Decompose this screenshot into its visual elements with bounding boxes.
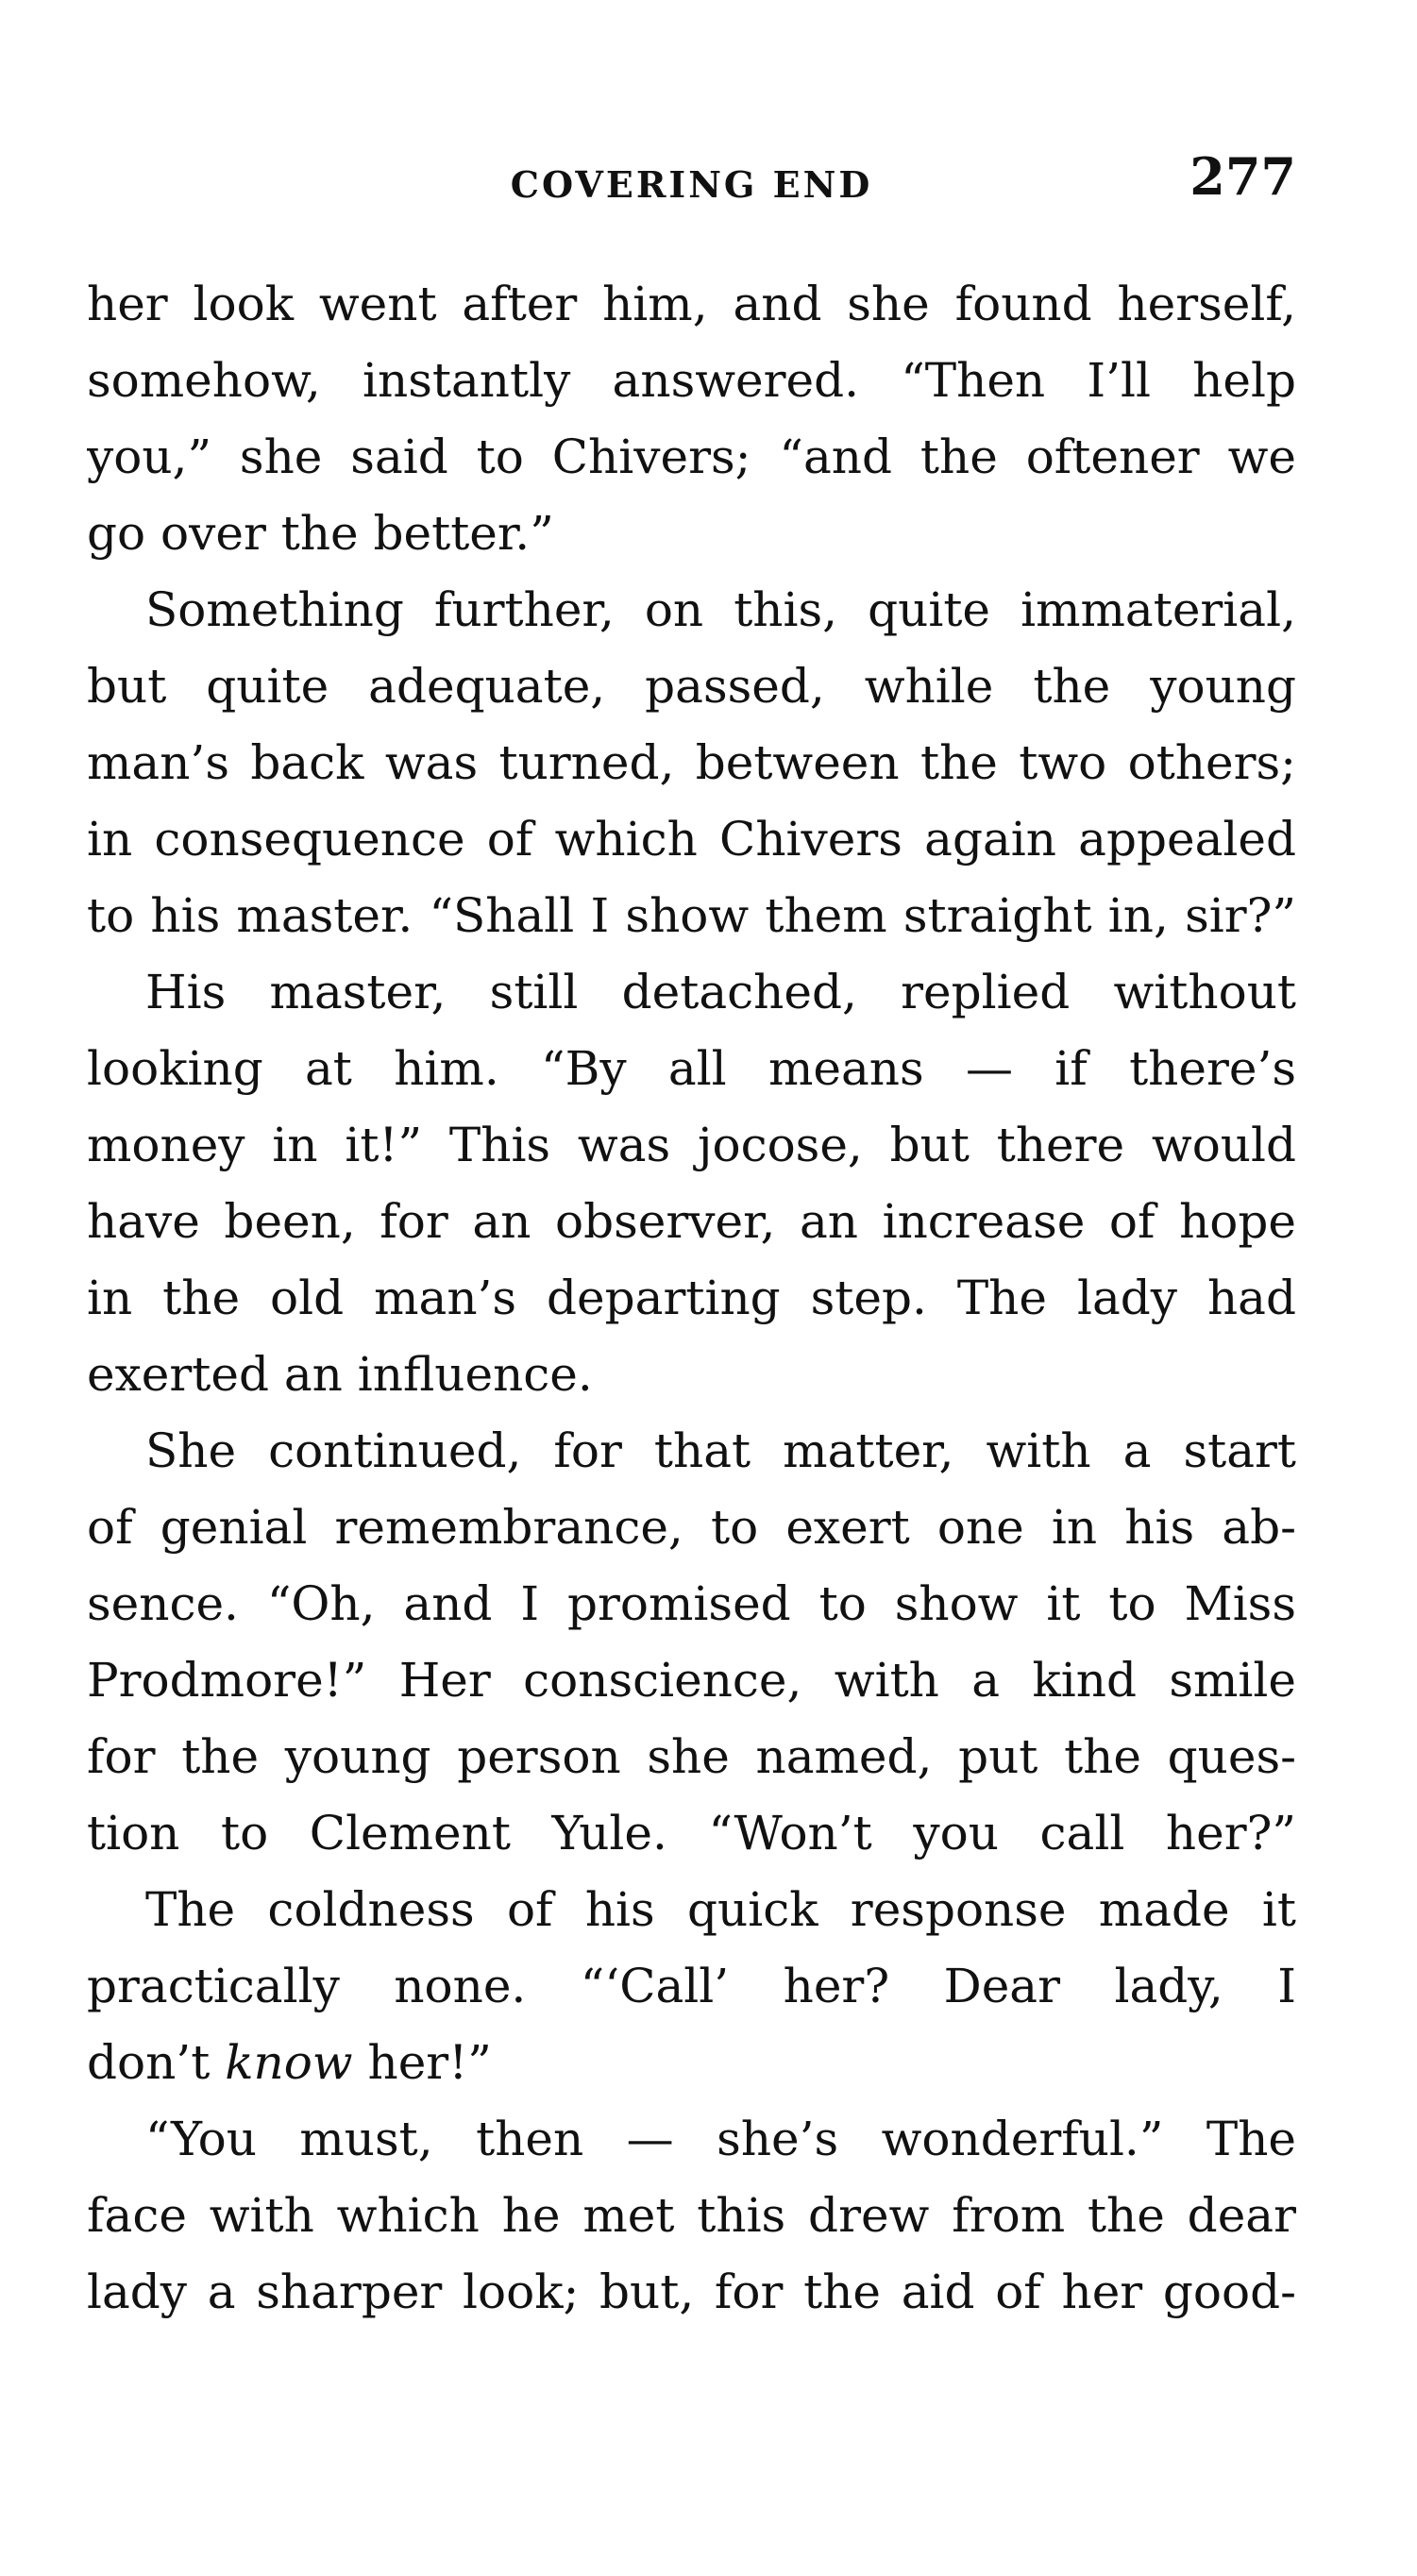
text-line: go over the better.” — [87, 506, 554, 561]
text-line: His master, still detached, replied without — [145, 965, 1296, 1019]
text-line: exerted an influence. — [87, 1347, 593, 1402]
text-line: practically none. “‘Call’ her? Dear lady, I — [87, 1959, 1296, 2013]
text-line: to his master. “Shall I show them straight in, sir?” — [87, 888, 1296, 943]
text-line: The coldness of his quick response made it — [145, 1882, 1296, 1937]
italic-word: know — [225, 2035, 353, 2090]
text-line: but quite adequate, passed, while the young — [87, 659, 1296, 714]
text-line: face with which he met this drew from the dear — [87, 2188, 1296, 2243]
text-line — [87, 2025, 1296, 2101]
running-head: COVERING END — [510, 163, 873, 206]
text-segment: her!” — [352, 2035, 492, 2090]
text-line: in consequence of which Chivers again appealed — [87, 812, 1296, 867]
text-line: of genial remembrance, to exert one in his ab- — [87, 1500, 1296, 1555]
text-line: lady a sharper look; but, for the aid of her good- — [87, 2265, 1296, 2319]
text-line: man’s back was turned, between the two others; — [87, 735, 1296, 790]
page-number: 277 — [1189, 146, 1296, 207]
text-line: looking at him. “By all means — if there’s — [87, 1041, 1296, 1096]
text-line: Something further, on this, quite immaterial, — [145, 582, 1296, 637]
page-header — [87, 146, 1296, 212]
text-line: money in it!” This was jocose, but there would — [87, 1118, 1296, 1172]
text-segment: don’t — [87, 2035, 226, 2090]
text-line: tion to Clement Yule. “Won’t you call her?” — [87, 1806, 1296, 1860]
text-line: her look went after him, and she found herself, — [87, 277, 1296, 331]
text-line: “You must, then — she’s wonderful.” The — [145, 2112, 1296, 2166]
text-line: She continued, for that matter, with a start — [145, 1423, 1296, 1478]
text-line: somehow, instantly answered. “Then I’ll help — [87, 353, 1296, 408]
text-line: in the old man’s departing step. The lady had — [87, 1271, 1296, 1325]
text-line: Prodmore!” Her conscience, with a kind smile — [87, 1653, 1296, 1708]
body-text — [87, 266, 1296, 2331]
text-line: for the young person she named, put the ques- — [87, 1729, 1296, 1784]
text-line: have been, for an observer, an increase of hope — [87, 1194, 1296, 1249]
text-line: you,” she said to Chivers; “and the oftener we — [87, 429, 1296, 484]
text-line: sence. “Oh, and I promised to show it to Miss — [87, 1576, 1296, 1631]
